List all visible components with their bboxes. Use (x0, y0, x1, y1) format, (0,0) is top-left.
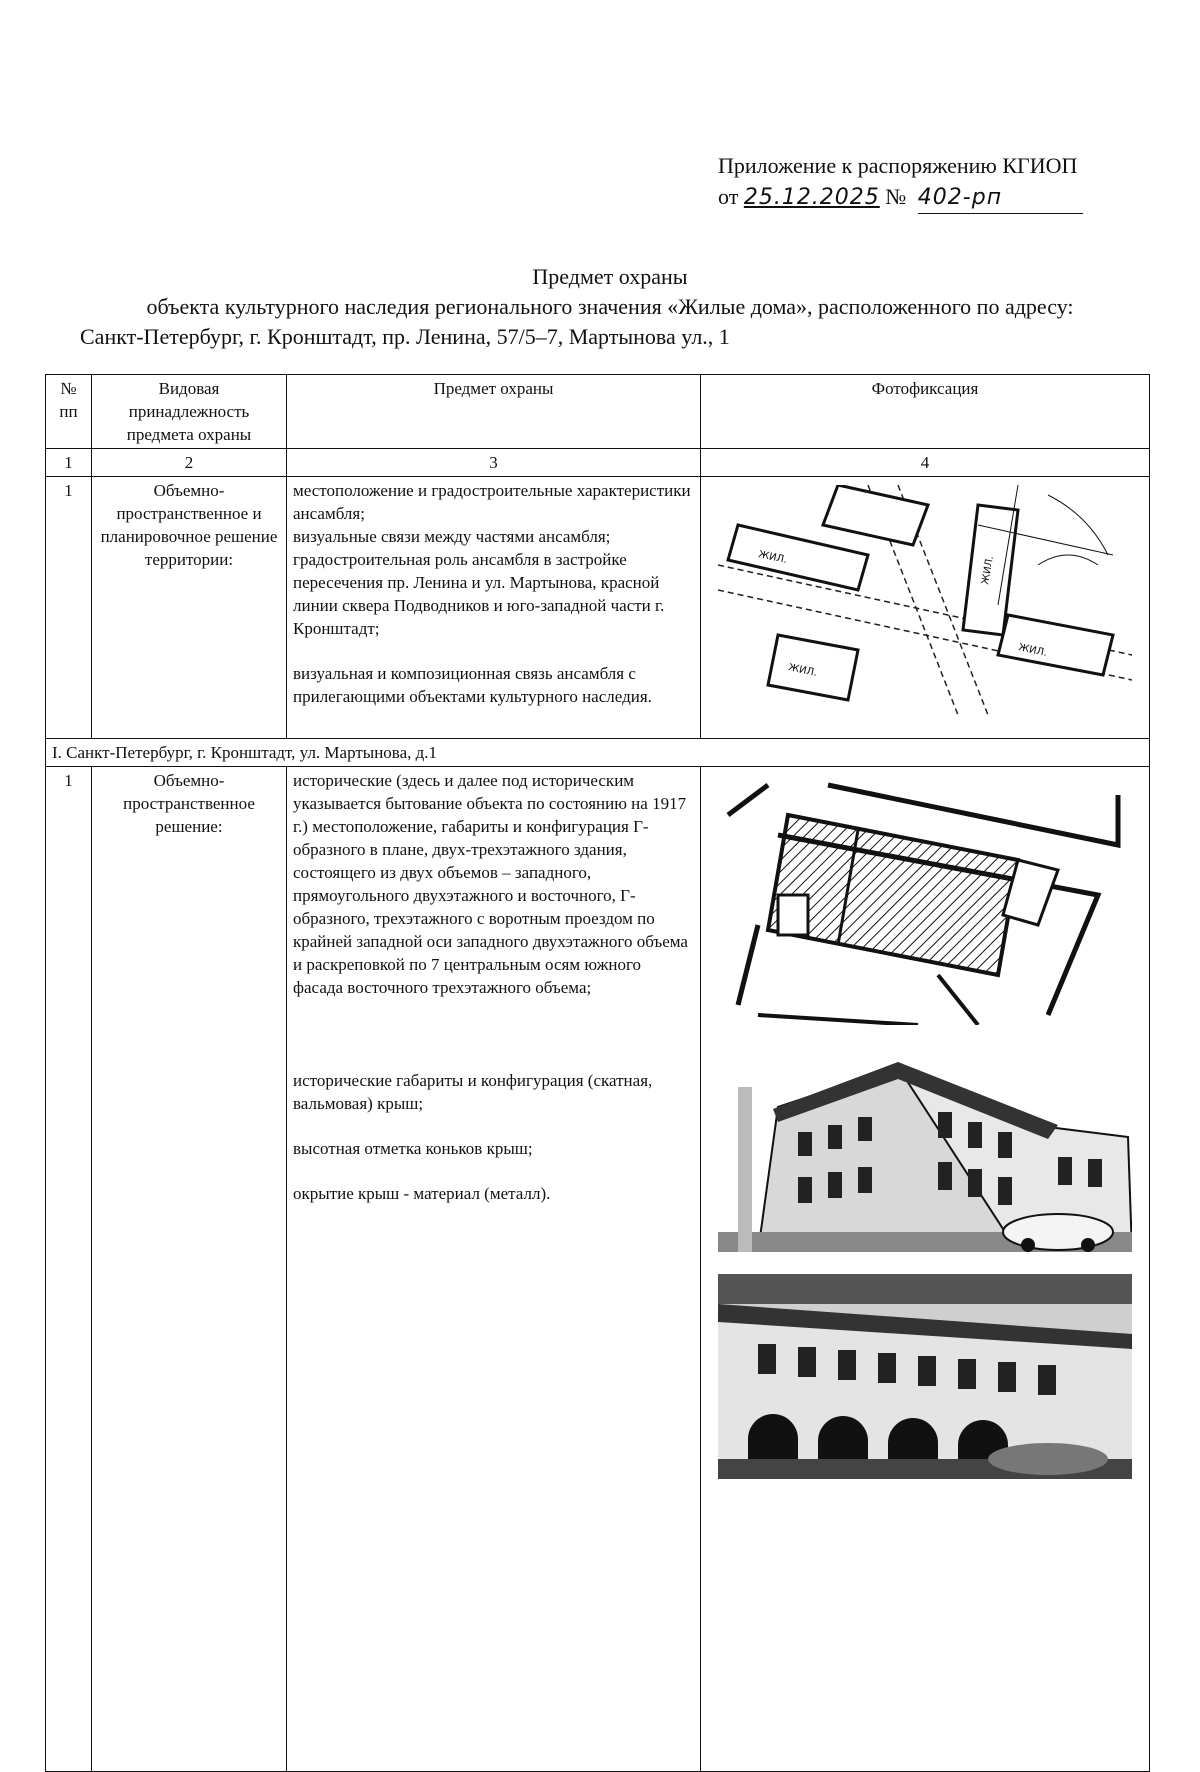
col-number: 2 (92, 449, 287, 477)
building-plan-image (718, 775, 1132, 1025)
protection-subject-table (45, 374, 1150, 1772)
site-plan-map-image (718, 485, 1132, 715)
col-number: 4 (701, 449, 1150, 477)
from-label: от (718, 184, 739, 209)
subject-item: исторические габариты и конфигурация (скатная, вальмовая) крыш; (293, 1071, 653, 1113)
row-photo (701, 767, 1150, 1772)
subject-item: исторические (здесь и далее под историческим указывается бытование объекта по состоянию на 1917 г.) местоположение, габариты и конфигурация Г-образного в плане, двух-трехэтажного здания, состоящего из двух объемов – западного, прямоугольного двухэтажного и восточного, Г-образного, трехэтажного с воротным проездом по крайней западной оси западного двухэтажного объема и раскреповкой по 7 центральным осям южного фасада восточного трехэтажного объема; (293, 771, 688, 997)
row-num: 1 (46, 767, 92, 1772)
row-subject (287, 477, 701, 739)
section-row (46, 739, 1150, 767)
row-type: Объемно-пространственное решение: (92, 767, 287, 1772)
svg-text:ЖИЛ.: ЖИЛ. (980, 555, 996, 586)
row-subject (287, 767, 701, 1772)
svg-text:ЖИЛ.: ЖИЛ. (787, 662, 818, 679)
table-row (46, 767, 1150, 1772)
subject-item: визуальные связи между частями ансамбля; (293, 527, 611, 546)
svg-text:ЖИЛ.: ЖИЛ. (757, 549, 788, 566)
title-line-2: объекта культурного наследия регионального значения «Жилые дома», расположенного по адресу: (146, 294, 1074, 319)
col-number: 1 (46, 449, 92, 477)
table-row (46, 477, 1150, 739)
subject-item: окрытие крыш - материал (металл). (293, 1184, 551, 1203)
row-num: 1 (46, 477, 92, 739)
col-number: 3 (287, 449, 701, 477)
handwritten-date: 25.12.2025 (743, 185, 880, 210)
title-line-1: Предмет охраны (532, 264, 688, 289)
header-num: № пп (46, 375, 92, 449)
subject-item: высотная отметка коньков крыш; (293, 1139, 533, 1158)
header-photo: Фотофиксация (701, 375, 1150, 449)
column-number-row (46, 449, 1150, 477)
subject-item: градостроительная роль ансамбля в застройке пересечения пр. Ленина и ул. Мартынова, красной линии сквера Подводников и юго-западной части г. Кронштадт; (293, 550, 665, 638)
number-sign: № (885, 184, 907, 209)
building-photo-corner (718, 1047, 1132, 1252)
document-title (80, 262, 1140, 352)
header-subject: Предмет охраны (287, 375, 701, 449)
row-type: Объемно-пространственное и планировочное решение территории: (92, 477, 287, 739)
header-type: Видовая принадлежность предмета охраны (92, 375, 287, 449)
appendix-title: Приложение к распоряжению КГИОП (718, 153, 1078, 178)
title-line-3: Санкт-Петербург, г. Кронштадт, пр. Ленина, 57/5–7, Мартынова ул., 1 (80, 324, 730, 349)
row-photo (701, 477, 1150, 739)
subject-item: местоположение и градостроительные характеристики ансамбля; (293, 481, 691, 523)
appendix-header (718, 150, 1138, 214)
header-row (46, 375, 1150, 449)
appendix-date-line (718, 181, 1138, 214)
handwritten-number: 402-рп (917, 185, 1003, 210)
section-heading: I. Санкт-Петербург, г. Кронштадт, ул. Мартынова, д.1 (46, 739, 1150, 767)
svg-text:ЖИЛ.: ЖИЛ. (1017, 642, 1048, 659)
subject-item: визуальная и композиционная связь ансамбля с прилегающими объектами культурного наследия. (293, 664, 652, 706)
building-photo-facade (718, 1274, 1132, 1479)
